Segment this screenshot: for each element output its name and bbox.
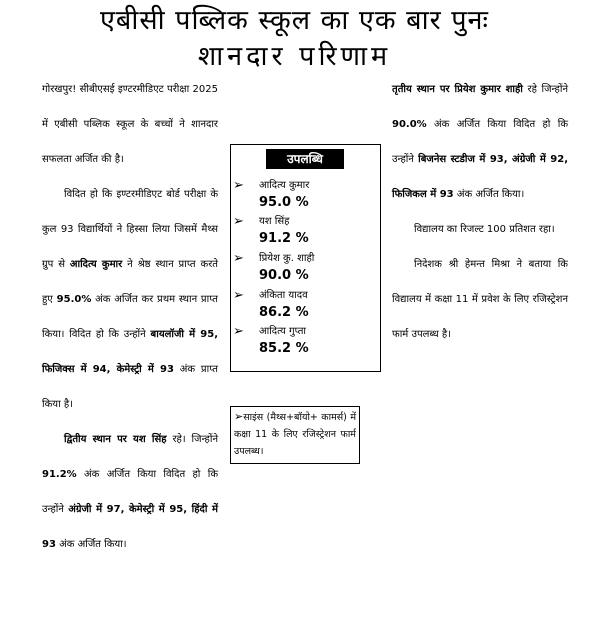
score-value: 90.0% <box>392 119 427 130</box>
achievement-item <box>233 178 377 213</box>
article-column-1 <box>42 72 218 562</box>
achiever-score: 86.2 % <box>259 305 309 320</box>
achiever-name: आदित्य गुप्ता <box>259 326 306 337</box>
achievement-item <box>233 214 377 249</box>
headline-line-1: एबीसी पब्लिक स्कूल का एक बार पुनः <box>100 5 489 36</box>
col3-paragraph-3: निदेशक श्री हेमन्त मिश्रा ने बताया कि विद्यालय में कक्षा 11 में प्रवेश के लिए रजिस्ट्रेशन फार्म उपलब्ध है। <box>392 259 568 340</box>
arrow-icon: ➢ <box>233 178 244 193</box>
arrow-icon: ➢ <box>233 214 244 229</box>
headline-line-2: शानदार परिणाम <box>197 41 392 72</box>
col1-paragraph-3: द्वितीय स्थान पर यश सिंह रहे। जिन्होंने 91.2% अंक अर्जित किया विदित हो कि उन्होंने अंग्रेजी में 97, केमेस्ट्री में 95, हिंदी में 93 अंक अर्जित किया। <box>42 434 219 550</box>
achiever-name: यश सिंह <box>259 216 290 227</box>
achievement-item <box>233 251 377 286</box>
arrow-icon: ➢ <box>234 410 244 423</box>
score-value: 95.0% <box>56 294 92 305</box>
student-name: आदित्य कुमार <box>69 259 123 270</box>
arrow-icon: ➢ <box>233 288 244 303</box>
arrow-icon: ➢ <box>233 251 244 266</box>
achievements-box <box>230 144 381 372</box>
registration-notice-box <box>230 406 360 464</box>
arrow-icon: ➢ <box>233 324 244 339</box>
achiever-name: आदित्य कुमार <box>259 180 310 191</box>
article-column-3 <box>392 72 568 352</box>
col1-paragraph-1: गोरखपुर! सीबीएसई इण्टरमीडिएट परीक्षा 2025 में एबीसी पब्लिक स्कूल के बच्चों ने शानदार सफलता अर्जित की है। <box>42 84 218 165</box>
achievement-item <box>233 324 377 359</box>
achievement-item <box>233 288 377 323</box>
achiever-name: प्रियेश कु. शाही <box>259 253 315 264</box>
subject-scores: बायलॉजी में 95, फिजिक्स में 94, केमेस्ट्री में 93 <box>42 329 219 375</box>
subject-scores: अंग्रेजी में 97, केमेस्ट्री में 95, हिंदी में 93 <box>42 504 218 550</box>
achiever-score: 91.2 % <box>259 231 309 246</box>
subject-scores: बिजनेस स्टडीज में 93, अंग्रेजी में 92, फिजिकल में 93 <box>392 154 568 200</box>
achiever-score: 95.0 % <box>259 195 309 210</box>
achiever-score: 90.0 % <box>259 268 309 283</box>
score-value: 91.2% <box>42 469 77 480</box>
col1-paragraph-2: विदित हो कि इण्टरमीडिएट बोर्ड परीक्षा के कुल 93 विद्यार्थियों ने हिस्सा लिया जिसमें मैथ्स ग्रुप से आदित्य कुमार ने श्रेष्ठ स्थान प्राप्त करते हुए 95.0% अंक अर्जित कर प्रथम स्थान प्राप्त किया। विदित हो कि उन्होंने बायलॉजी में 95, फिजिक्स में 94, केमेस्ट्री में 93 अंक प्राप्त किया है। <box>42 189 219 410</box>
second-place: द्वितीय स्थान पर यश सिंह <box>64 434 167 445</box>
achiever-name: अंकिता यादव <box>259 290 308 301</box>
third-place: तृतीय स्थान पर प्रियेश कुमार शाही <box>392 84 523 95</box>
achiever-score: 85.2 % <box>259 341 309 356</box>
col3-paragraph-1: तृतीय स्थान पर प्रियेश कुमार शाही रहे जिन्होंने 90.0% अंक अर्जित किया विदित हो कि उन्होंने बिजनेस स्टडीज में 93, अंग्रेजी में 92, फिजिकल में 93 अंक अर्जित किया। <box>392 84 568 200</box>
registration-notice-text: साइंस (मैथ्स+बॉयो+ कामर्स) में कक्षा 11 के लिए रजिस्ट्रेशन फार्म उपलब्ध। <box>234 412 356 457</box>
achievements-title: उपलब्धि <box>266 149 344 169</box>
col3-paragraph-2: विद्यालय का रिजल्ट 100 प्रतिशत रहा। <box>414 224 555 235</box>
